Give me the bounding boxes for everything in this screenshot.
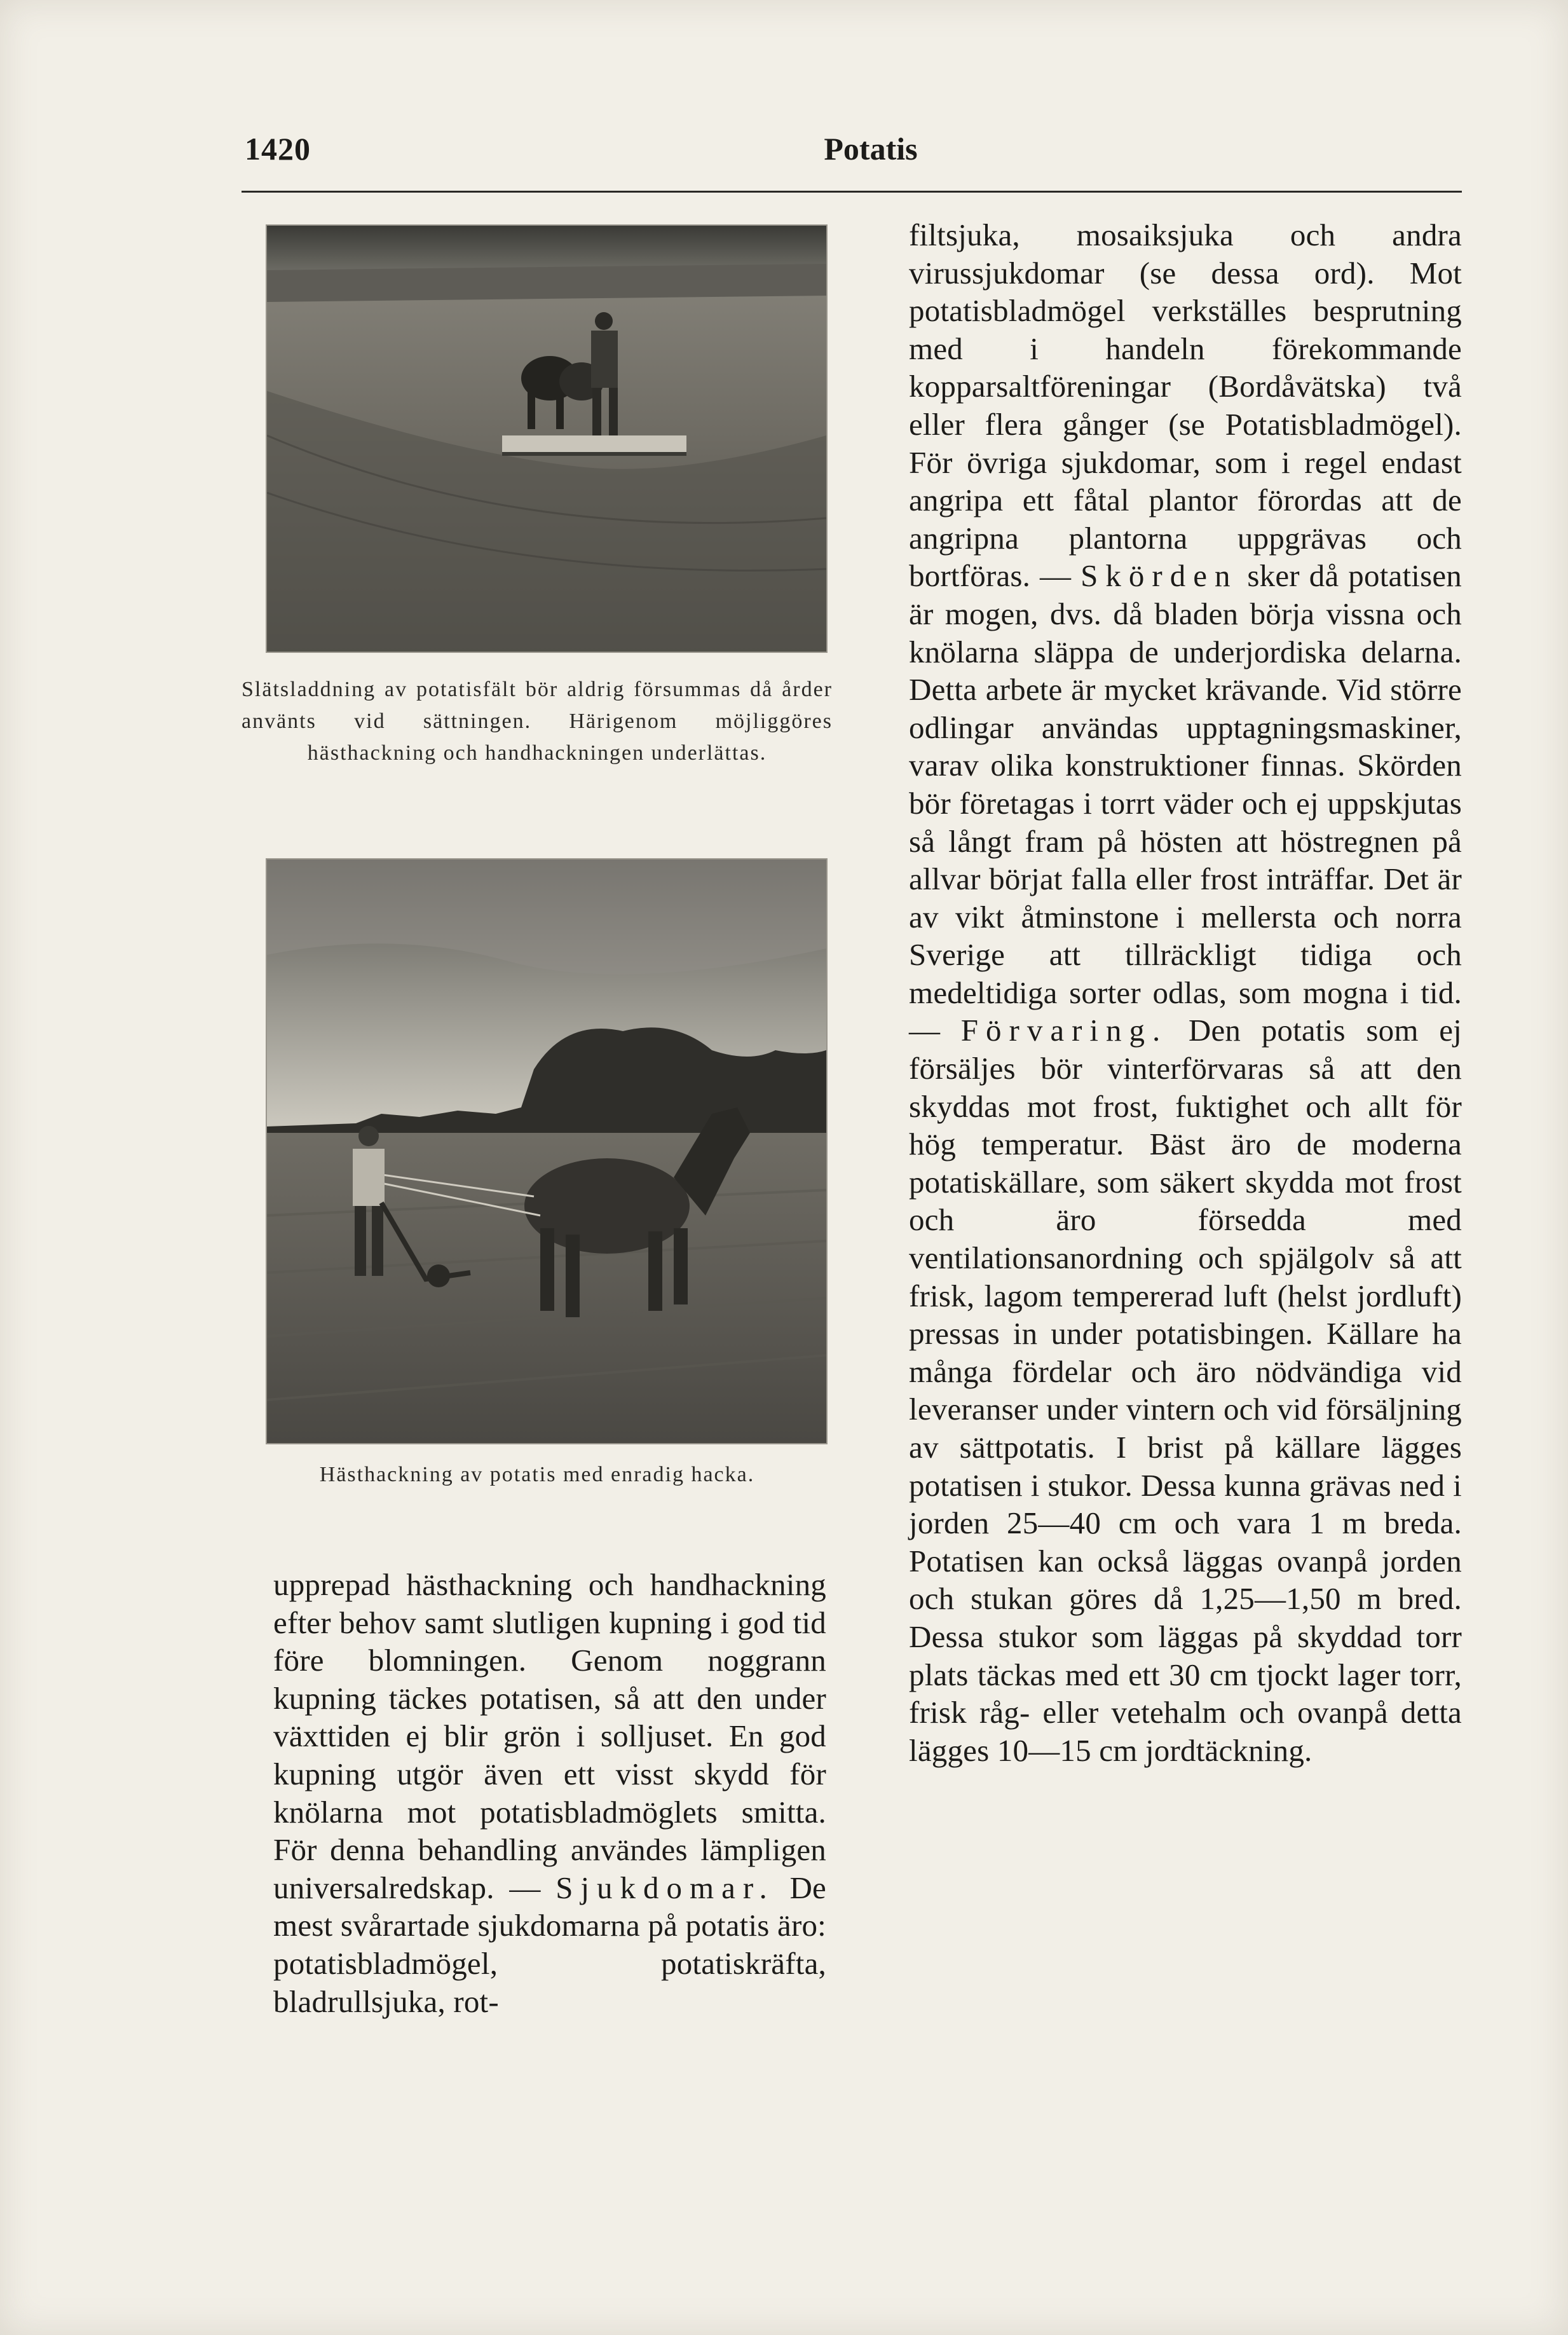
right-column-paragraph [909, 216, 1462, 1769]
right-text-2: sker då potatisen är mogen, dvs. då bladen börja vissna och knölarna släppa de underjordiska delarna. Detta arbete är mycket krävande. Vid större odlingar användas upptagningsmaskiner, varav olika konstruktioner finnas. Skörden bör företagas i torrt väder och ej uppskjutas så långt fram på hösten att höstregnen på allvar börjat falla eller frost inträffar. Det är av vikt åtminstone i mellersta och norra Sverige att tillräckligt tidiga och medeltidiga sorter odlas, som mogna i tid. — [909, 558, 1462, 1048]
photo-field-smoothing [266, 224, 828, 653]
header-rule [242, 191, 1462, 193]
left-text-before: upprepad hästhackning och handhackning efter behov samt slutligen kupning i god tid före blomningen. Genom noggrann kupning täckes potatisen, så att den under växttiden ej blir grön i solljuset. En god kupning utgör även ett visst skydd för knölarna mot potatisbladmöglets smitta. För denna behandling användes lämpligen universalredskap. — [273, 1567, 826, 1905]
right-text-1: filtsjuka, mosaiksjuka och andra virussjukdomar (se dessa ord). Mot potatisbladmögel verkställes besprutning med i handeln förekommande kopparsaltföreningar (Bordåvätska) två eller flera gånger (se Potatisbladmögel). För övriga sjukdomar, som i regel endast angripa ett fåtal plantor förordas att de angripna plantorna uppgrävas och bortföras. — [909, 217, 1462, 594]
body-text-left-column [273, 1566, 826, 2020]
figure-caption-2: Hästhackning av potatis med enradig hacka. [319, 1463, 755, 1486]
section-term-sjukdomar: Sjukdomar. [556, 1870, 775, 1905]
left-text-after: De mest svårartade sjukdomarna på potatis äro: potatisbladmögel, potatiskräfta, bladrullsjuka, rot- [273, 1870, 826, 2019]
right-text-3: Den potatis som ej försäljes bör vinterförvaras så att den skyddas mot frost, fuktighet och allt för hög temperatur. Bäst äro de moderna potatiskällare, som säkert skydda mot frost och äro försedda med ventilationsanordning och spjälgolv så att frisk, lagom tempererad luft (helst jordluft) pressas in under potatisbingen. Källare ha många fördelar och äro nödvändiga vid leveranser under vintern och vid försäljning av sättpotatis. I brist på källare lägges potatisen i stukor. Dessa kunna grävas ned i jorden 25—40 cm och vara 1 m breda. Potatisen kan också läggas ovanpå jorden och stukan göres då 1,25—1,50 m bred. Dessa stukor som läggas på skyddad torr plats täckas med ett 30 cm tjockt lager torr, frisk råg- eller vetehalm och ovanpå detta lägges 10—15 cm jordtäckning. [909, 1013, 1462, 1768]
section-term-skorden: Skörden [1081, 558, 1238, 594]
page-number: 1420 [245, 131, 311, 167]
photo-horse-hoeing [266, 858, 828, 1444]
body-text-right-column [909, 216, 1462, 1769]
figure-caption-1: Slätsladdning av potatisfält bör aldrig försummas då årder använts vid sättningen. Härigenom möjliggöres hästhackning och handhackningen underlättas. [242, 678, 833, 765]
running-head-title: Potatis [824, 131, 918, 167]
section-term-forvaring: Förvaring. [960, 1013, 1168, 1048]
left-column-paragraph [273, 1566, 826, 2020]
